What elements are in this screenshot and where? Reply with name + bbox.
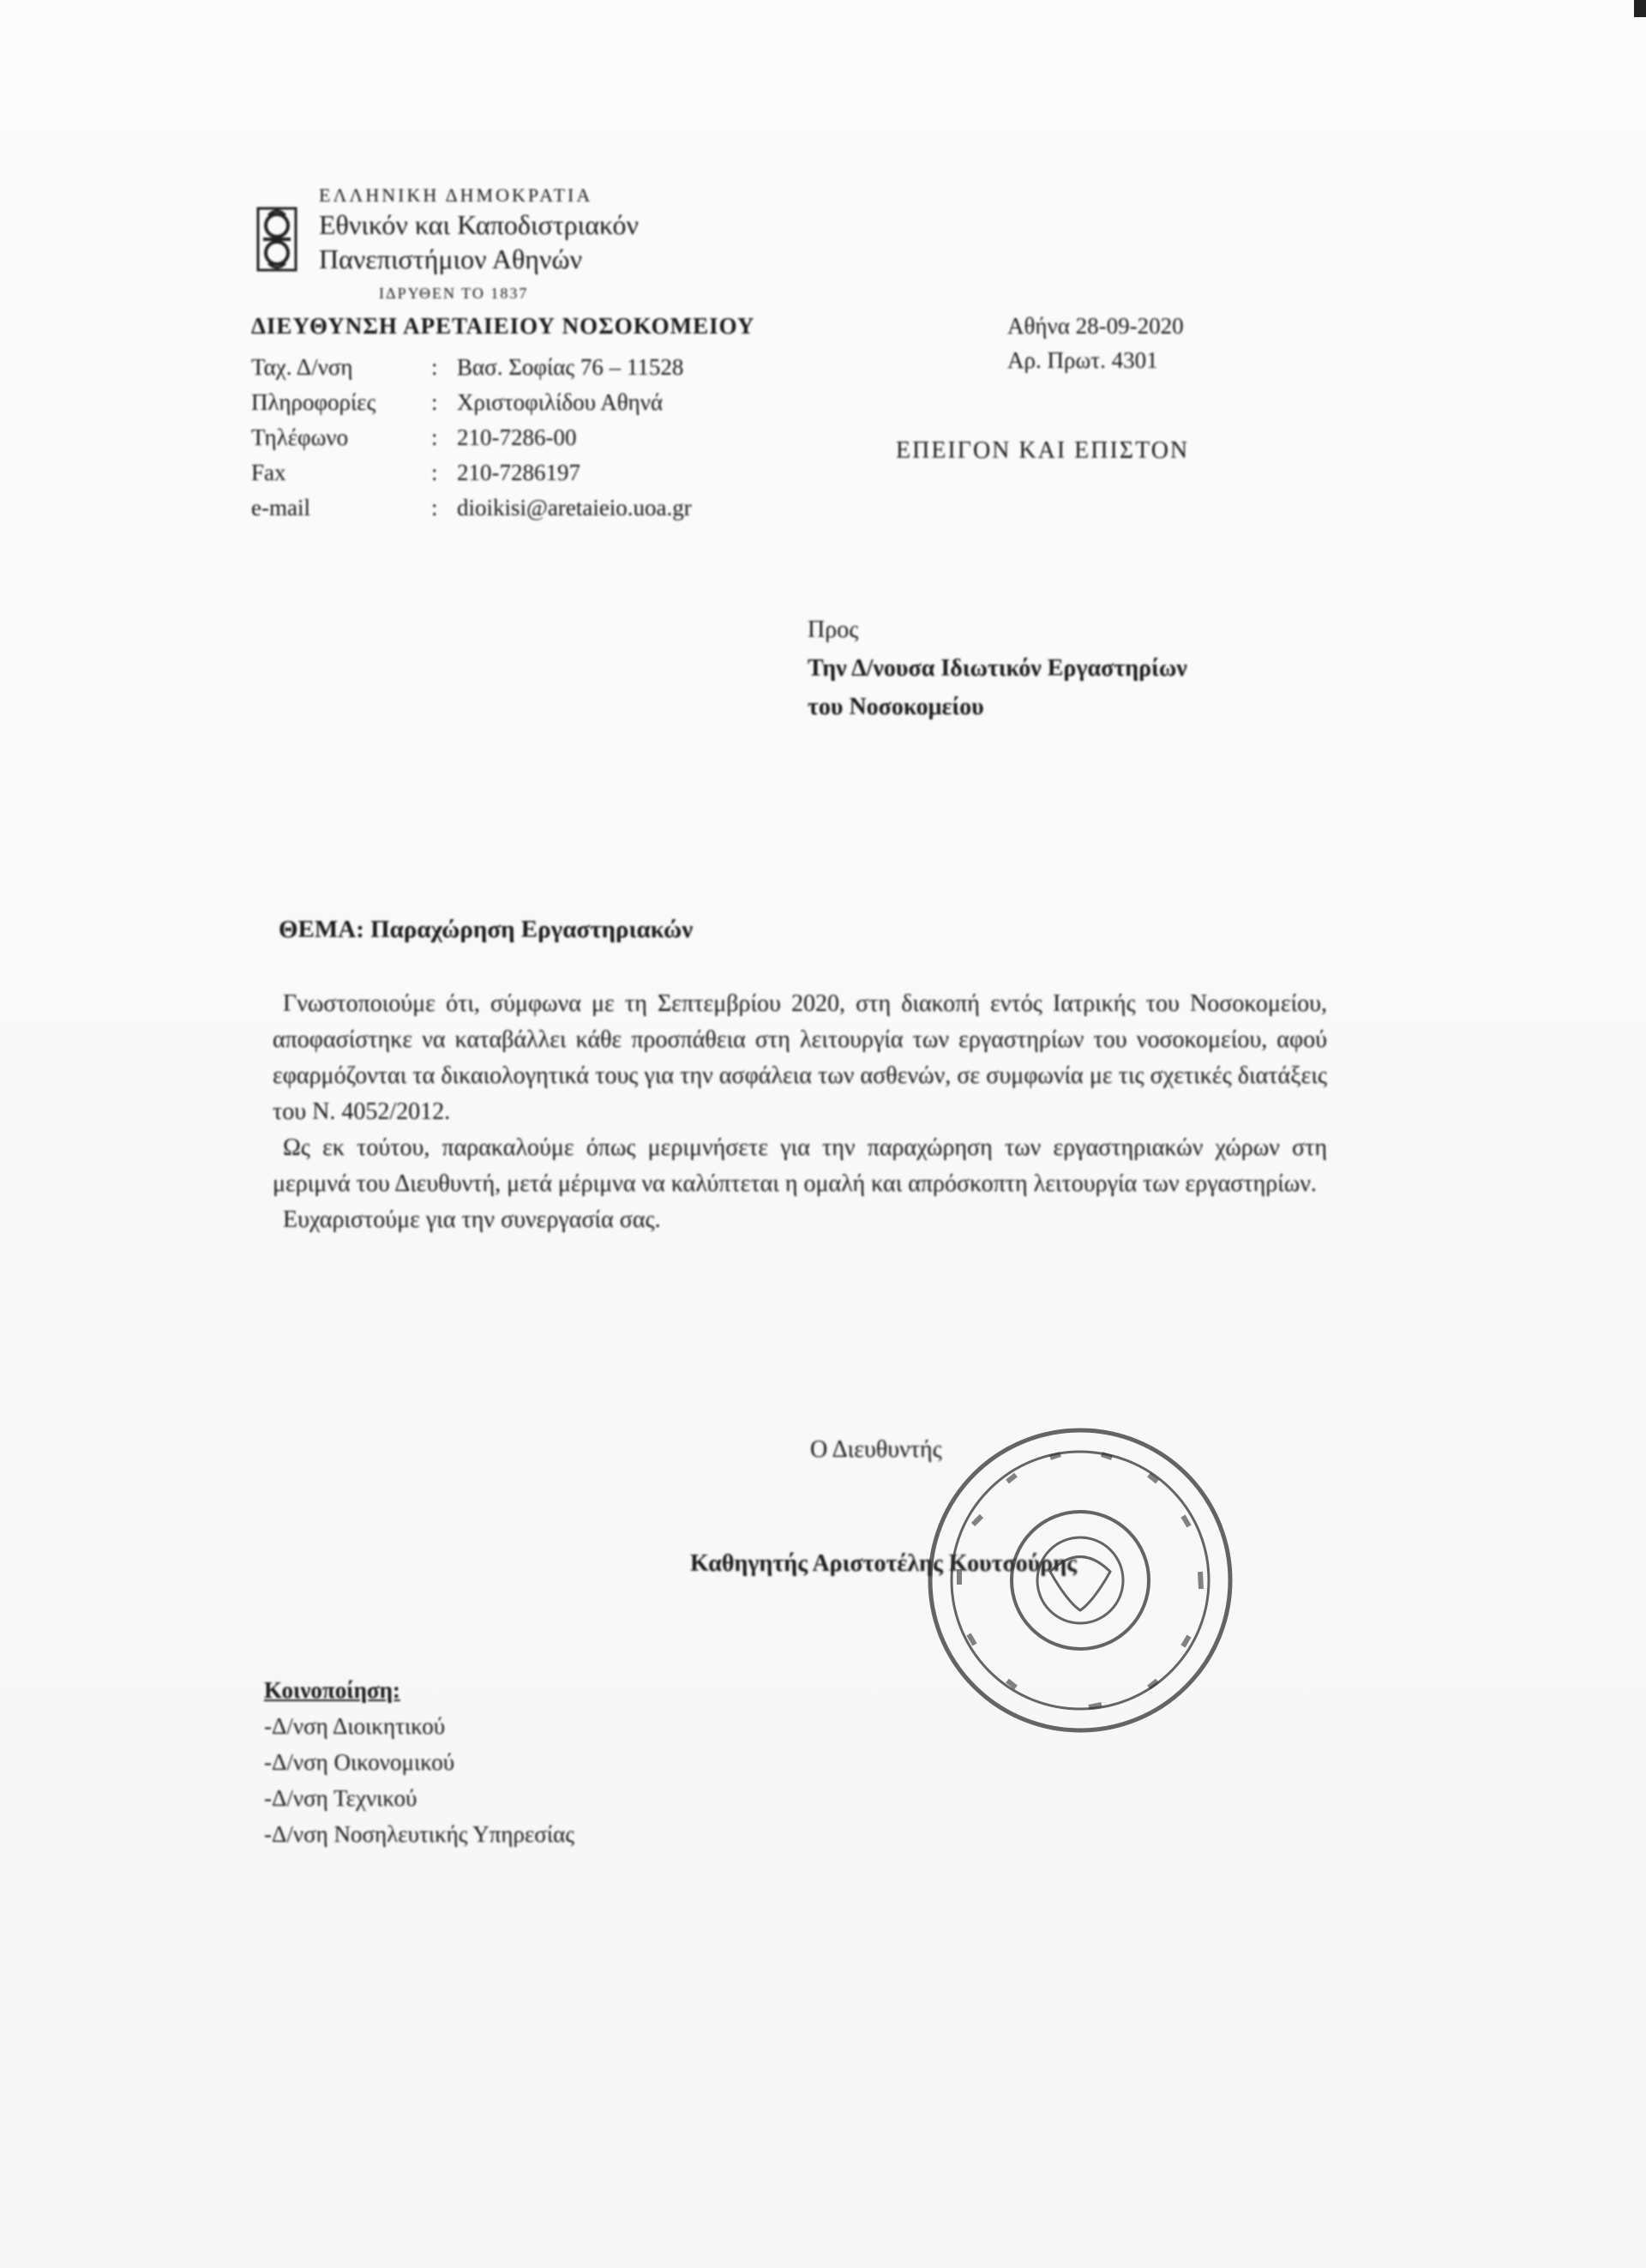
contact-value: dioikisi@aretaieio.uoa.gr: [457, 495, 692, 520]
contact-value: Χριστοφιλίδου Αθηνά: [457, 389, 664, 415]
official-stamp-icon: [922, 1422, 1239, 1739]
department-title: ΔΙΕΥΘΥΝΣΗ ΑΡΕΤΑΙΕΙΟΥ ΝΟΣΟΚΟΜΕΙΟΥ: [251, 313, 755, 339]
contact-row: Ταχ. Δ/νση : Βασ. Σοφίας 76 – 11528: [251, 350, 692, 385]
distribution-item: -Δ/νση Τεχνικού: [264, 1785, 418, 1811]
contact-value: 210-7286-00: [457, 424, 577, 450]
signatory-title: Ο Διευθυντής: [810, 1436, 942, 1463]
urgency-label: ΕΠΕΙΓΟΝ ΚΑΙ ΕΠΙΣΤΟΝ: [896, 437, 1190, 464]
contact-key: e-mail: [251, 495, 310, 520]
contact-details: [251, 350, 692, 526]
recipient-line1: Την Δ/νουσα Ιδιωτικόν Εργαστηρίων: [808, 655, 1187, 682]
contact-value: Βασ. Σοφίας 76 – 11528: [457, 354, 684, 380]
university-line1: ΕΛΛΗΝΙΚΗ ΔΗΜΟΚΡΑΤΙΑ: [319, 184, 593, 206]
contact-key: Ταχ. Δ/νση: [251, 354, 353, 380]
distribution-item: -Δ/νση Νοσηλευτικής Υπηρεσίας: [264, 1821, 574, 1847]
recipient-block: [808, 611, 1187, 726]
university-line3: Πανεπιστήμιον Αθηνών: [319, 244, 583, 274]
body-paragraph: Γνωστοποιούμε ότι, σύμφωνα με τη Σεπτεμβρίου 2020, στη διακοπή εντός Ιατρικής του Νοσοκομείου, αποφασίστηκε να καταβάλλει κάθε προσπάθεια στη λειτουργία των εργαστηρίων του νοσοκομείου, αφού εφαρμόζονται τα δικαιολογητικά τους για την ασφάλεια των ασθενών, σε συμφωνία με τις σχετικές διατάξεις του Ν. 4052/2012.: [273, 990, 1327, 1125]
date: Αθήνα 28-09-2020: [1007, 313, 1184, 339]
contact-key: Fax: [251, 460, 286, 485]
distribution-title: Κοινοποίηση:: [264, 1677, 400, 1703]
distribution-item: -Δ/νση Οικονομικού: [264, 1749, 455, 1775]
contact-row: Fax : 210-7286197: [251, 455, 692, 490]
body-paragraph: Ως εκ τούτου, παρακαλούμε όπως μεριμνήσετε για την παραχώρηση των εργαστηριακών χώρων στη μεριμνά του Διευθυντή, μετά μέριμνα να καλύπτεται η ομαλή και απρόσκοπτη λειτουργία των εργαστηρίων.: [273, 1134, 1327, 1197]
protocol-number: Αρ. Πρωτ. 4301: [1007, 347, 1158, 373]
university-line2: Εθνικόν και Καποδιστριακόν: [319, 209, 639, 240]
recipient-label: Προς: [808, 617, 859, 643]
recipient-line2: του Νοσοκομείου: [808, 694, 984, 720]
subject-line: ΘΕΜΑ: Παραχώρηση Εργαστηριακών: [279, 916, 694, 943]
contact-row: e-mail : dioikisi@aretaieio.uoa.gr: [251, 490, 692, 526]
date-protocol-block: [1007, 309, 1184, 377]
distribution-item: -Δ/νση Διοικητικού: [264, 1713, 446, 1739]
signatory-name: Καθηγητής Αριστοτέλης Κουτσούρης: [690, 1550, 1077, 1577]
contact-row: Τηλέφωνο : 210-7286-00: [251, 420, 692, 455]
university-line4: ΙΔΡΥΘΕΝ ΤΟ 1837: [379, 285, 529, 302]
letter-body: [273, 986, 1327, 1238]
contact-value: 210-7286197: [457, 460, 580, 485]
contact-key: Πληροφορίες: [251, 389, 376, 415]
university-logo: [251, 200, 303, 279]
distribution-list: [264, 1672, 574, 1852]
contact-row: Πληροφορίες : Χριστοφιλίδου Αθηνά: [251, 385, 692, 420]
university-name-block: [319, 183, 639, 310]
body-paragraph: Ευχαριστούμε για την συνεργασία σας.: [283, 1206, 661, 1233]
contact-key: Τηλέφωνο: [251, 424, 349, 450]
